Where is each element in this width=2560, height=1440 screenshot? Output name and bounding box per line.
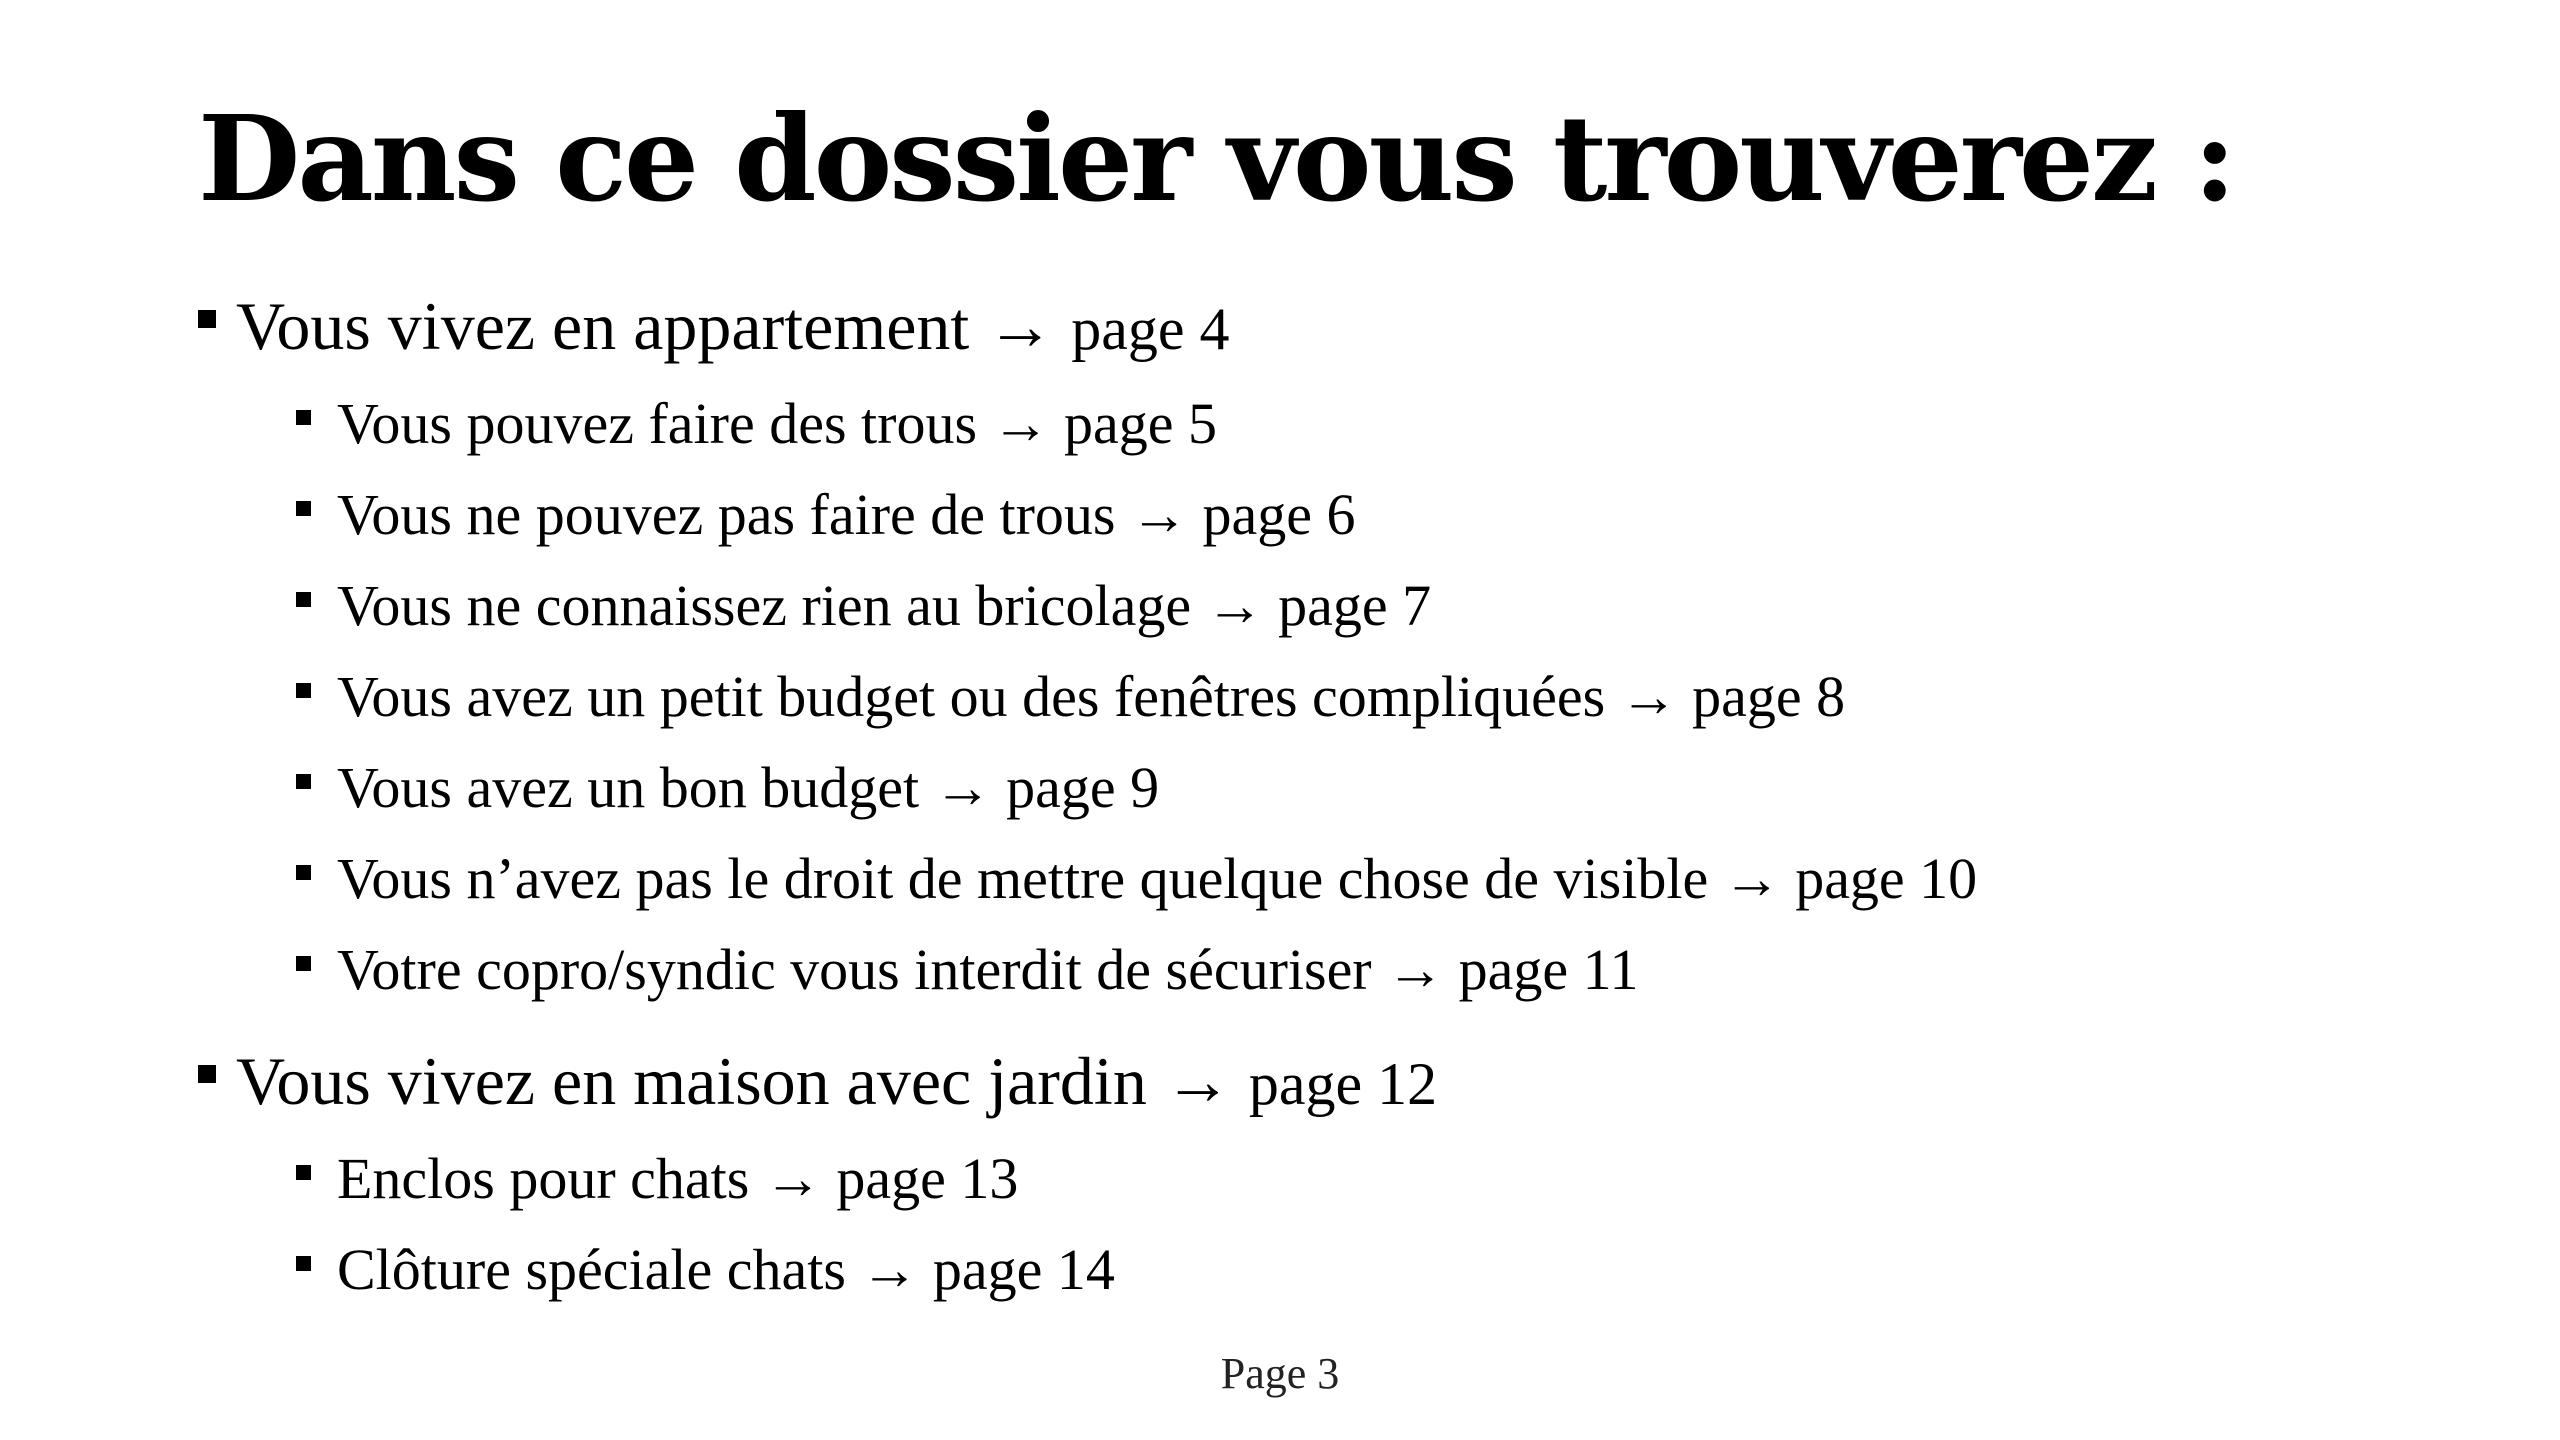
toc-item-label: Vous avez un bon budget [337, 755, 920, 820]
toc-section-house-garden[interactable] [198, 1043, 1438, 1119]
toc-item-label: Vous ne connaissez rien au bricolage [337, 573, 1192, 638]
toc-item-label: Vous vivez en appartement [236, 288, 970, 364]
toc-page-ref: page 12 [1248, 1051, 1438, 1117]
square-bullet-icon [296, 683, 311, 698]
toc-page-ref: page 14 [932, 1237, 1115, 1302]
right-arrow-icon: → [1722, 846, 1781, 911]
toc-section-apartment[interactable] [198, 288, 1230, 364]
toc-item-label: Vous avez un petit budget ou des fenêtres compliquées [337, 664, 1606, 729]
toc-page-ref: page 11 [1458, 937, 1639, 1002]
toc-item-cannot-drill[interactable] [296, 482, 1356, 547]
toc-item-small-budget[interactable] [296, 664, 1846, 729]
toc-item-cat-enclosure[interactable] [296, 1146, 1019, 1211]
toc-item-label: Vous pouvez faire des trous [337, 391, 978, 456]
toc-item-label: Vous n’avez pas le droit de mettre quelque chose de visible [337, 846, 1709, 911]
square-bullet-icon [296, 774, 311, 789]
square-bullet-icon [198, 1065, 216, 1083]
toc-item-no-diy[interactable] [296, 573, 1432, 638]
toc-item-good-budget[interactable] [296, 755, 1160, 820]
toc-page-ref: page 6 [1202, 482, 1356, 547]
right-arrow-icon: → [933, 755, 992, 820]
toc-item-label: Enclos pour chats [337, 1146, 750, 1211]
toc-page-ref: page 8 [1692, 664, 1846, 729]
square-bullet-icon [198, 310, 216, 328]
right-arrow-icon: → [1205, 573, 1264, 638]
toc-item-label: Votre copro/syndic vous interdit de sécuriser [337, 937, 1372, 1002]
square-bullet-icon [296, 1256, 311, 1271]
square-bullet-icon [296, 410, 311, 425]
toc-page-ref: page 4 [1071, 296, 1230, 362]
toc-page-ref: page 9 [1006, 755, 1160, 820]
square-bullet-icon [296, 956, 311, 971]
right-arrow-icon: → [1386, 937, 1445, 1002]
toc-page-ref: page 5 [1064, 391, 1218, 456]
toc-item-cat-fence[interactable] [296, 1237, 1115, 1302]
right-arrow-icon: → [1130, 482, 1188, 547]
square-bullet-icon [296, 501, 311, 516]
toc-page-ref: page 10 [1795, 846, 1978, 911]
square-bullet-icon [296, 592, 311, 607]
square-bullet-icon [296, 865, 311, 880]
toc-page-ref: page 7 [1278, 573, 1432, 638]
toc-page-ref: page 13 [836, 1146, 1019, 1211]
toc-item-nothing-visible[interactable] [296, 846, 1978, 911]
toc-item-label: Clôture spéciale chats [337, 1237, 846, 1302]
toc-item-syndic-forbids[interactable] [296, 937, 1639, 1002]
right-arrow-icon: → [1619, 664, 1678, 729]
toc-item-label: Vous ne pouvez pas faire de trous [337, 482, 1116, 547]
square-bullet-icon [296, 1165, 311, 1180]
page-title: Dans ce dossier vous trouverez : [198, 89, 2234, 228]
right-arrow-icon: → [860, 1237, 919, 1302]
right-arrow-icon: → [1163, 1043, 1232, 1119]
toc-item-label: Vous vivez en maison avec jardin [236, 1043, 1147, 1119]
right-arrow-icon: → [986, 288, 1055, 364]
right-arrow-icon: → [991, 391, 1050, 456]
page-number: Page 3 [1220, 1349, 1340, 1398]
right-arrow-icon: → [763, 1146, 822, 1211]
toc-item-can-drill[interactable] [296, 391, 1218, 456]
